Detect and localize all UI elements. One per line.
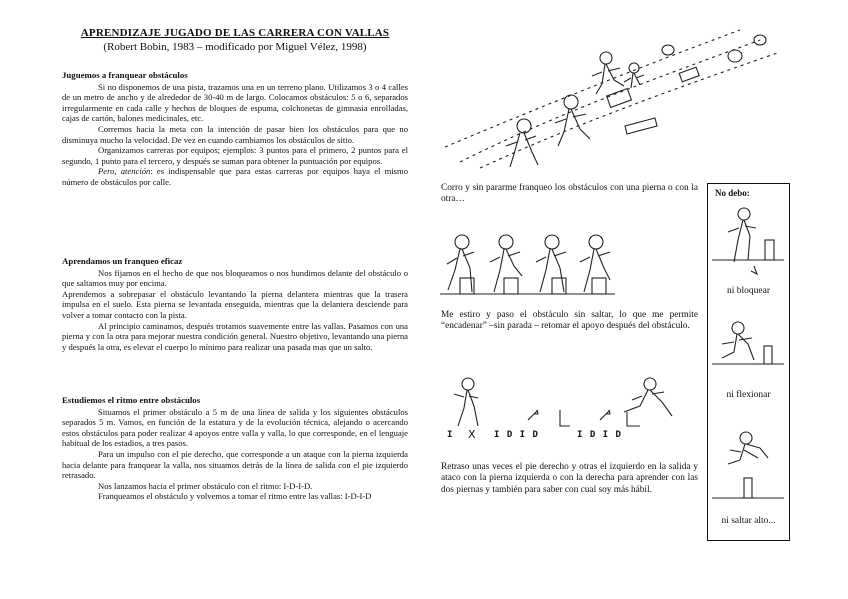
blocking-figure	[708, 200, 789, 280]
no-debo-box	[707, 183, 790, 541]
no-debo-item-2: ni flexionar	[726, 390, 771, 400]
no-debo-item-3: ni saltar alto...	[721, 516, 776, 526]
paragraph: Para un impulso con el pie derecho, que corresponde a un ataque con la pierna izquierda hacia delante para franquear la valla, nos situamos detrás de la línea de salida con el pie izquierdo retrasado.	[62, 448, 408, 481]
rhythm-start-label: I	[447, 430, 453, 440]
paragraph: Si no disponemos de una pista, trazamos una en un terreno plano. Utilizamos 3 o 4 calles de un metro de ancho y de alrededor de 30-40 m de largo. Colocamos obstáculos: 5 o 6, separados irregularmente en cada calle y hechos de bloques de espuma, colchonetas de gimnasia enrolladas, cajas de cartón, balones medicinales, etc.	[62, 81, 408, 124]
bending-figure	[708, 314, 789, 384]
page-title: APRENDIZAJE JUGADO DE LAS CARRERA CON VALLAS	[80, 27, 390, 39]
stepping-over-obstacle-illustration	[440, 230, 615, 302]
no-debo-item-1: ni bloquear	[726, 286, 770, 296]
section-franquear	[62, 70, 408, 188]
running-children-illustration	[440, 22, 820, 172]
jumping-figure	[708, 424, 789, 504]
no-debo-heading: No debo:	[715, 188, 750, 198]
caption-2: Me estiro y paso el obstáculo sin saltar, lo que me permite “encadenar” –sin parada – retomar el apoyo después del obstáculo.	[441, 310, 698, 332]
paragraph: Franqueamos el obstáculo y volvemos a tomar el ritmo entre las vallas: I-D-I-D	[98, 491, 372, 502]
paragraph: Situamos el primer obstáculo a 5 m de una línea de salida y los siguientes obstáculos separados 5 m. Vamos, en función de la estatura y de la evolución técnica, alejando o acercando estos obstáculos para poder realizar 4 apoyos entre valla y valla, lo que corresponde, en el lenguaje habitual de los estadios, a tres pasos.	[62, 406, 408, 449]
section-heading: Estudiemos el ritmo entre obstáculos	[62, 395, 201, 405]
section-franqueo-eficaz	[62, 256, 408, 352]
paragraph: Nos fijamos en el hecho de que nos bloqueamos o nos hundimos delante del obstáculo o que saltamos muy por encima.	[62, 267, 408, 289]
caption-1: Corro y sin pararme franqueo los obstáculos con una pierna o con la otra…	[441, 183, 698, 205]
italic-lead: Pero, atención	[98, 166, 151, 177]
page-subtitle: (Robert Bobin, 1983 – modificado por Miguel Vélez, 1998)	[103, 41, 367, 53]
rhythm-illustration	[440, 372, 700, 444]
paragraph: Organizamos carreras por equipos; ejemplos: 3 puntos para el primero, 2 puntos para el segundo, 1 punto para el tercero, y después se suman para obtener la puntuación por equipos.	[62, 145, 408, 166]
section-heading: Juguemos a franquear obstáculos	[62, 70, 188, 80]
paragraph-rest: : es indispensable que para estas carreras por equipos haya el mismo número de obstáculos por calle.	[62, 166, 409, 187]
paragraph: Nos lanzamos hacia el primer obstáculo con el ritmo: I-D-I-D.	[98, 480, 313, 491]
paragraph: Aprendemos a sobrepasar el obstáculo levantando la pierna delantera mientras que la trasera impulsa en el suelo. Esta pierna se levantada enseguida, mientras que la delantera desciende para volver a tomar contacto con la pista.	[62, 288, 408, 320]
section-heading: Aprendamos un franqueo eficaz	[62, 256, 183, 266]
paragraph-attention	[62, 166, 408, 187]
paragraph: Corremos hacia la meta con la intención de pasar bien los obstáculos para que no disminuya mucho la velocidad. De vez en cuando cambiamos los obstáculos de sitio.	[62, 123, 408, 145]
section-ritmo	[62, 395, 408, 502]
paragraph: Al principio caminamos, después trotamos suavemente entre las vallas. Pasamos con una pierna y con la otra para mejorar nuestra condición general. Nuestro objetivo, levantando una pierna y después la otra, es elevar el cuerpo lo mínimo para realizar una pasada mas que un salto.	[62, 320, 408, 352]
rhythm-group-1: I D I D	[494, 430, 539, 440]
caption-3: Retraso unas veces el pie derecho y otras el izquierdo en la salida y ataco con la pierna izquierda o con la derecha para aprender con las dos piernas y también para saber con cual soy más hábil.	[441, 462, 698, 495]
rhythm-cross-label: X	[468, 428, 476, 441]
rhythm-group-2: I D I D	[577, 430, 622, 440]
